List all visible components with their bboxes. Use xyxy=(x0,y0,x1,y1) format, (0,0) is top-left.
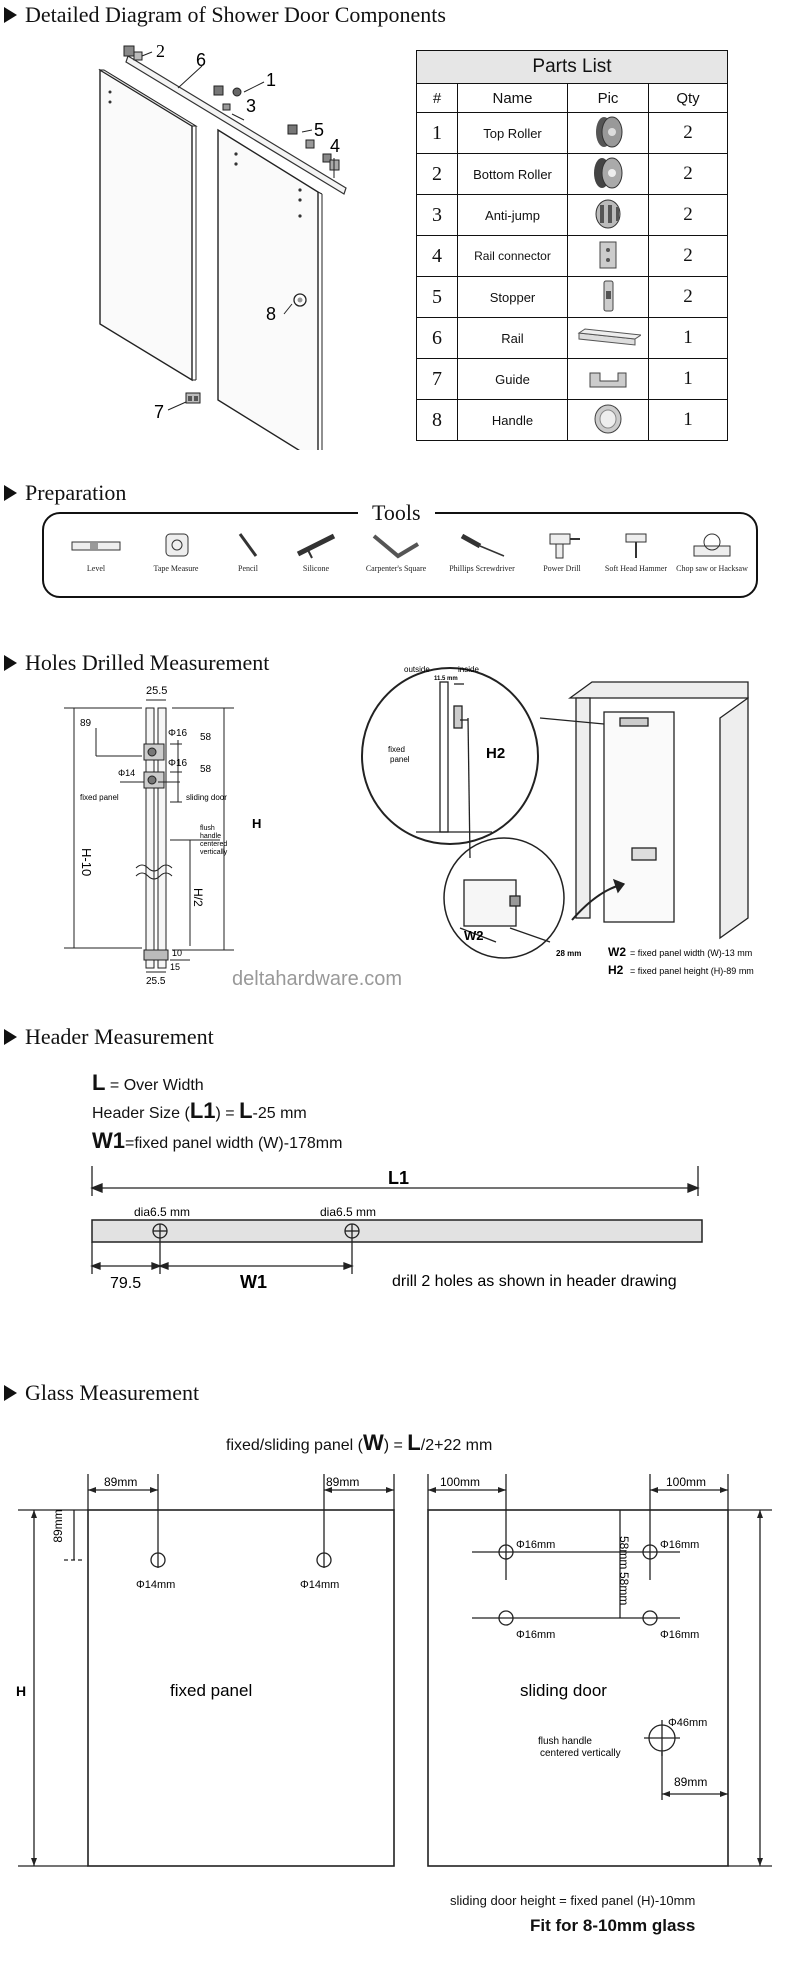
tape-measure-icon xyxy=(148,530,204,560)
square-icon xyxy=(368,530,424,560)
dim-handle-diameter: Φ46mm xyxy=(668,1717,708,1729)
callout-3: 3 xyxy=(246,96,257,116)
dim-slide-hole-3: Φ16mm xyxy=(516,1629,556,1641)
l-symbol: L xyxy=(92,1070,106,1095)
tool-label: Tape Measure xyxy=(153,564,199,573)
saw-icon xyxy=(684,530,740,560)
part-number: 5 xyxy=(417,277,458,318)
section-title-holes xyxy=(4,650,269,676)
dim-79-5: 79.5 xyxy=(110,1275,142,1292)
glass-formula xyxy=(226,1430,492,1456)
guide-icon xyxy=(586,363,630,393)
dim-fixed-right: 89mm xyxy=(326,1475,360,1489)
label-inside: inside xyxy=(458,665,479,674)
parts-list-table xyxy=(416,50,728,441)
part-name: Rail xyxy=(458,318,568,359)
parts-list-caption: Parts List xyxy=(417,51,728,84)
header-bar-drawing xyxy=(80,1166,720,1296)
dim-w2: W2 xyxy=(464,928,484,943)
dim-l1: L1 xyxy=(388,1168,410,1188)
dim-slide-hole-2: Φ16mm xyxy=(660,1539,700,1551)
tool-label: Power Drill xyxy=(543,564,581,573)
tool-power-drill xyxy=(526,530,598,573)
tool-label: Pencil xyxy=(238,564,258,573)
pencil-icon xyxy=(220,530,276,560)
dim-dia-hole-1: dia6.5 mm xyxy=(134,1205,191,1219)
label-outside: outside xyxy=(404,665,430,674)
label-flush: flush xyxy=(200,825,215,832)
part-pic xyxy=(568,154,649,195)
part-qty: 2 xyxy=(649,236,728,277)
gf-c: /2+22 mm xyxy=(420,1437,493,1454)
dim-phi14: Φ14 xyxy=(118,768,136,778)
tools-title: Tools xyxy=(358,500,435,526)
part-qty: 2 xyxy=(649,277,728,318)
l-text: = Over Width xyxy=(105,1077,204,1094)
tool-pencil xyxy=(212,530,284,573)
dim-phi16-bottom: Φ16 xyxy=(168,758,188,769)
note-w2-label: W2 xyxy=(608,945,626,959)
top-roller-part xyxy=(214,86,223,95)
tool-label: Phillips Screwdriver xyxy=(449,564,515,573)
roller-icon xyxy=(588,115,628,149)
dim-89: 89 xyxy=(80,718,92,729)
dim-slide-hole-4: Φ16mm xyxy=(660,1629,700,1641)
dim-slide-hole-1: Φ16mm xyxy=(516,1539,556,1551)
dim-slide-58b: 58mm xyxy=(617,1572,631,1606)
section-title-header xyxy=(4,1024,214,1050)
tool-label: Level xyxy=(86,564,106,573)
dim-handle-offset: 89mm xyxy=(674,1775,708,1789)
part-number: 7 xyxy=(417,359,458,400)
tool-screwdriver xyxy=(446,530,518,573)
handle-icon xyxy=(588,402,628,436)
column-header: Name xyxy=(458,84,568,113)
part-name: Stopper xyxy=(458,277,568,318)
part-pic xyxy=(568,359,649,400)
dim-10: 10 xyxy=(172,948,183,958)
note-h2-label: H2 xyxy=(608,963,624,977)
holes-measurement-drawing xyxy=(60,680,290,1000)
part-qty: 2 xyxy=(649,195,728,236)
dim-25-5-bottom: 25.5 xyxy=(146,976,166,987)
fixed-panel-label: fixed panel xyxy=(170,1681,253,1700)
level-icon xyxy=(68,530,124,560)
table-row xyxy=(417,318,728,359)
fit-note: Fit for 8-10mm glass xyxy=(530,1916,696,1935)
table-row xyxy=(417,195,728,236)
part-number: 8 xyxy=(417,400,458,441)
table-row xyxy=(417,277,728,318)
dim-fixed-hole-2: Φ14mm xyxy=(300,1579,340,1591)
dim-25-5-top: 25.5 xyxy=(146,685,168,697)
dim-h-half: H/2 xyxy=(191,888,205,907)
w1-symbol: W1 xyxy=(92,1128,125,1153)
part-pic xyxy=(568,318,649,359)
part-number: 6 xyxy=(417,318,458,359)
callout-6: 6 xyxy=(196,50,207,70)
website-watermark: deltahardware.com xyxy=(232,968,403,990)
dim-dia-hole-2: dia6.5 mm xyxy=(320,1205,377,1219)
stopper-icon xyxy=(588,279,628,313)
gf-b: ) = xyxy=(383,1437,408,1454)
part-qty: 1 xyxy=(649,318,728,359)
detail-magnifier-circle xyxy=(362,668,538,844)
dim-phi16-top: Φ16 xyxy=(168,728,188,739)
section-title-text: Detailed Diagram of Shower Door Components xyxy=(25,2,446,27)
section-title-preparation xyxy=(4,480,126,506)
tool-label: Carpenter's Square xyxy=(365,564,427,573)
table-row xyxy=(417,359,728,400)
silicone-gun-icon xyxy=(288,530,344,560)
section-title-glass xyxy=(4,1380,199,1406)
triangle-bullet-icon xyxy=(4,1385,17,1401)
hs-c: -25 mm xyxy=(252,1105,307,1122)
tool-saw xyxy=(676,530,748,573)
part-qty: 2 xyxy=(649,113,728,154)
formula-l xyxy=(92,1070,204,1096)
callout-2: 2 xyxy=(156,41,165,61)
hs-b: ) = xyxy=(215,1105,240,1122)
drill-note: drill 2 holes as shown in header drawing xyxy=(392,1273,677,1290)
dim-fixed-hole-1: Φ14mm xyxy=(136,1579,176,1591)
dim-h-minus-10: H-10 xyxy=(79,848,94,877)
formula-w1 xyxy=(92,1128,342,1154)
part-qty: 2 xyxy=(649,154,728,195)
gf-a: fixed/sliding panel ( xyxy=(226,1437,363,1454)
part-name: Top Roller xyxy=(458,113,568,154)
column-header: # xyxy=(417,84,458,113)
note-w2: = fixed panel width (W)-13 mm xyxy=(630,948,753,958)
dim-slide-left: 100mm xyxy=(440,1475,481,1489)
drill-icon xyxy=(534,530,590,560)
table-row xyxy=(417,236,728,277)
section-title-text: Header Measurement xyxy=(25,1024,214,1049)
glass-panels-drawing xyxy=(0,1460,800,1880)
tool-silicone xyxy=(280,530,352,573)
part-pic xyxy=(568,236,649,277)
part-qty: 1 xyxy=(649,359,728,400)
sliding-door-drawing xyxy=(218,130,318,450)
callout-8: 8 xyxy=(266,304,277,324)
dim-slide-58a: 58mm xyxy=(617,1536,631,1570)
section-title-text: Holes Drilled Measurement xyxy=(25,650,270,675)
dim-slide-right: 100mm xyxy=(666,1475,707,1489)
callout-7: 7 xyxy=(154,402,165,422)
callout-1: 1 xyxy=(266,70,277,90)
dim-11-5mm: 11.5 mm xyxy=(434,676,458,682)
label-handle: handle xyxy=(200,833,222,840)
callout-5: 5 xyxy=(314,120,325,140)
column-header: Pic xyxy=(568,84,649,113)
roller-icon xyxy=(588,156,628,190)
stopper-part xyxy=(124,46,134,56)
section-title-diagram xyxy=(4,2,446,28)
part-pic xyxy=(568,400,649,441)
tool-tape-measure xyxy=(140,530,212,573)
label-centered-vertically: centered vertically xyxy=(540,1748,621,1759)
dim-fixed-left: 89mm xyxy=(104,1475,138,1489)
part-number: 2 xyxy=(417,154,458,195)
gf-w: W xyxy=(362,1430,384,1455)
part-name: Bottom Roller xyxy=(458,154,568,195)
anti-jump-icon xyxy=(588,197,628,231)
tool-carpenters-square xyxy=(360,530,432,573)
part-qty: 1 xyxy=(649,400,728,441)
label-vertically: vertically xyxy=(200,849,228,856)
section-title-text: Preparation xyxy=(25,480,127,505)
dim-58-bottom: 58 xyxy=(200,764,212,775)
section-title-text: Glass Measurement xyxy=(25,1380,200,1405)
part-name: Anti-jump xyxy=(458,195,568,236)
table-row xyxy=(417,154,728,195)
gf-l: L xyxy=(407,1430,421,1455)
part-number: 4 xyxy=(417,236,458,277)
tool-label: Soft Head Hammer xyxy=(604,564,668,573)
dim-h2: H2 xyxy=(486,745,506,762)
screwdriver-icon xyxy=(454,530,510,560)
part-pic xyxy=(568,113,649,154)
note-h2: = fixed panel height (H)-89 mm xyxy=(630,966,754,976)
formula-header-size xyxy=(92,1098,307,1124)
table-row xyxy=(417,113,728,154)
dim-h: H xyxy=(252,816,262,831)
part-pic xyxy=(568,277,649,318)
dim-58-top: 58 xyxy=(200,732,212,743)
table-header-row xyxy=(417,84,728,113)
hammer-icon xyxy=(608,530,664,560)
label-centered: centered xyxy=(200,841,228,848)
dim-28mm: 28 mm xyxy=(556,949,582,958)
callout-4: 4 xyxy=(330,136,341,156)
triangle-bullet-icon xyxy=(4,655,17,671)
hs-l: L xyxy=(239,1098,253,1123)
label-sliding-door: sliding door xyxy=(186,793,227,802)
part-pic xyxy=(568,195,649,236)
part-number: 3 xyxy=(417,195,458,236)
tool-label: Silicone xyxy=(302,564,330,573)
triangle-bullet-icon xyxy=(4,1029,17,1045)
connector-icon xyxy=(588,238,628,272)
label-flush-handle: flush handle xyxy=(538,1736,592,1747)
tool-hammer xyxy=(600,530,672,573)
sliding-door-label: sliding door xyxy=(520,1681,607,1700)
installation-detail-drawing xyxy=(360,658,780,988)
rail-icon xyxy=(575,325,641,349)
dim-h-glass: H xyxy=(16,1683,27,1699)
triangle-bullet-icon xyxy=(4,485,17,501)
w1-text: =fixed panel width (W)-178mm xyxy=(125,1135,343,1152)
tool-level xyxy=(60,530,132,573)
dim-w1: W1 xyxy=(240,1272,267,1292)
triangle-bullet-icon xyxy=(4,7,17,23)
tool-label: Chop saw or Hacksaw xyxy=(676,564,748,573)
label-fixed: fixed xyxy=(388,745,405,754)
dim-fixed-top: 89mm xyxy=(51,1509,65,1543)
part-number: 1 xyxy=(417,113,458,154)
dim-15: 15 xyxy=(170,962,181,972)
label-fixed-panel: fixed panel xyxy=(80,793,119,802)
table-row xyxy=(417,400,728,441)
column-header: Qty xyxy=(649,84,728,113)
hs-a: Header Size ( xyxy=(92,1105,190,1122)
part-name: Guide xyxy=(458,359,568,400)
exploded-view-diagram xyxy=(0,30,410,450)
height-note: sliding door height = fixed panel (H)-10mm xyxy=(450,1893,696,1908)
part-name: Handle xyxy=(458,400,568,441)
hs-l1: L1 xyxy=(189,1098,216,1123)
part-name: Rail connector xyxy=(458,236,568,277)
label-panel: panel xyxy=(390,755,410,764)
